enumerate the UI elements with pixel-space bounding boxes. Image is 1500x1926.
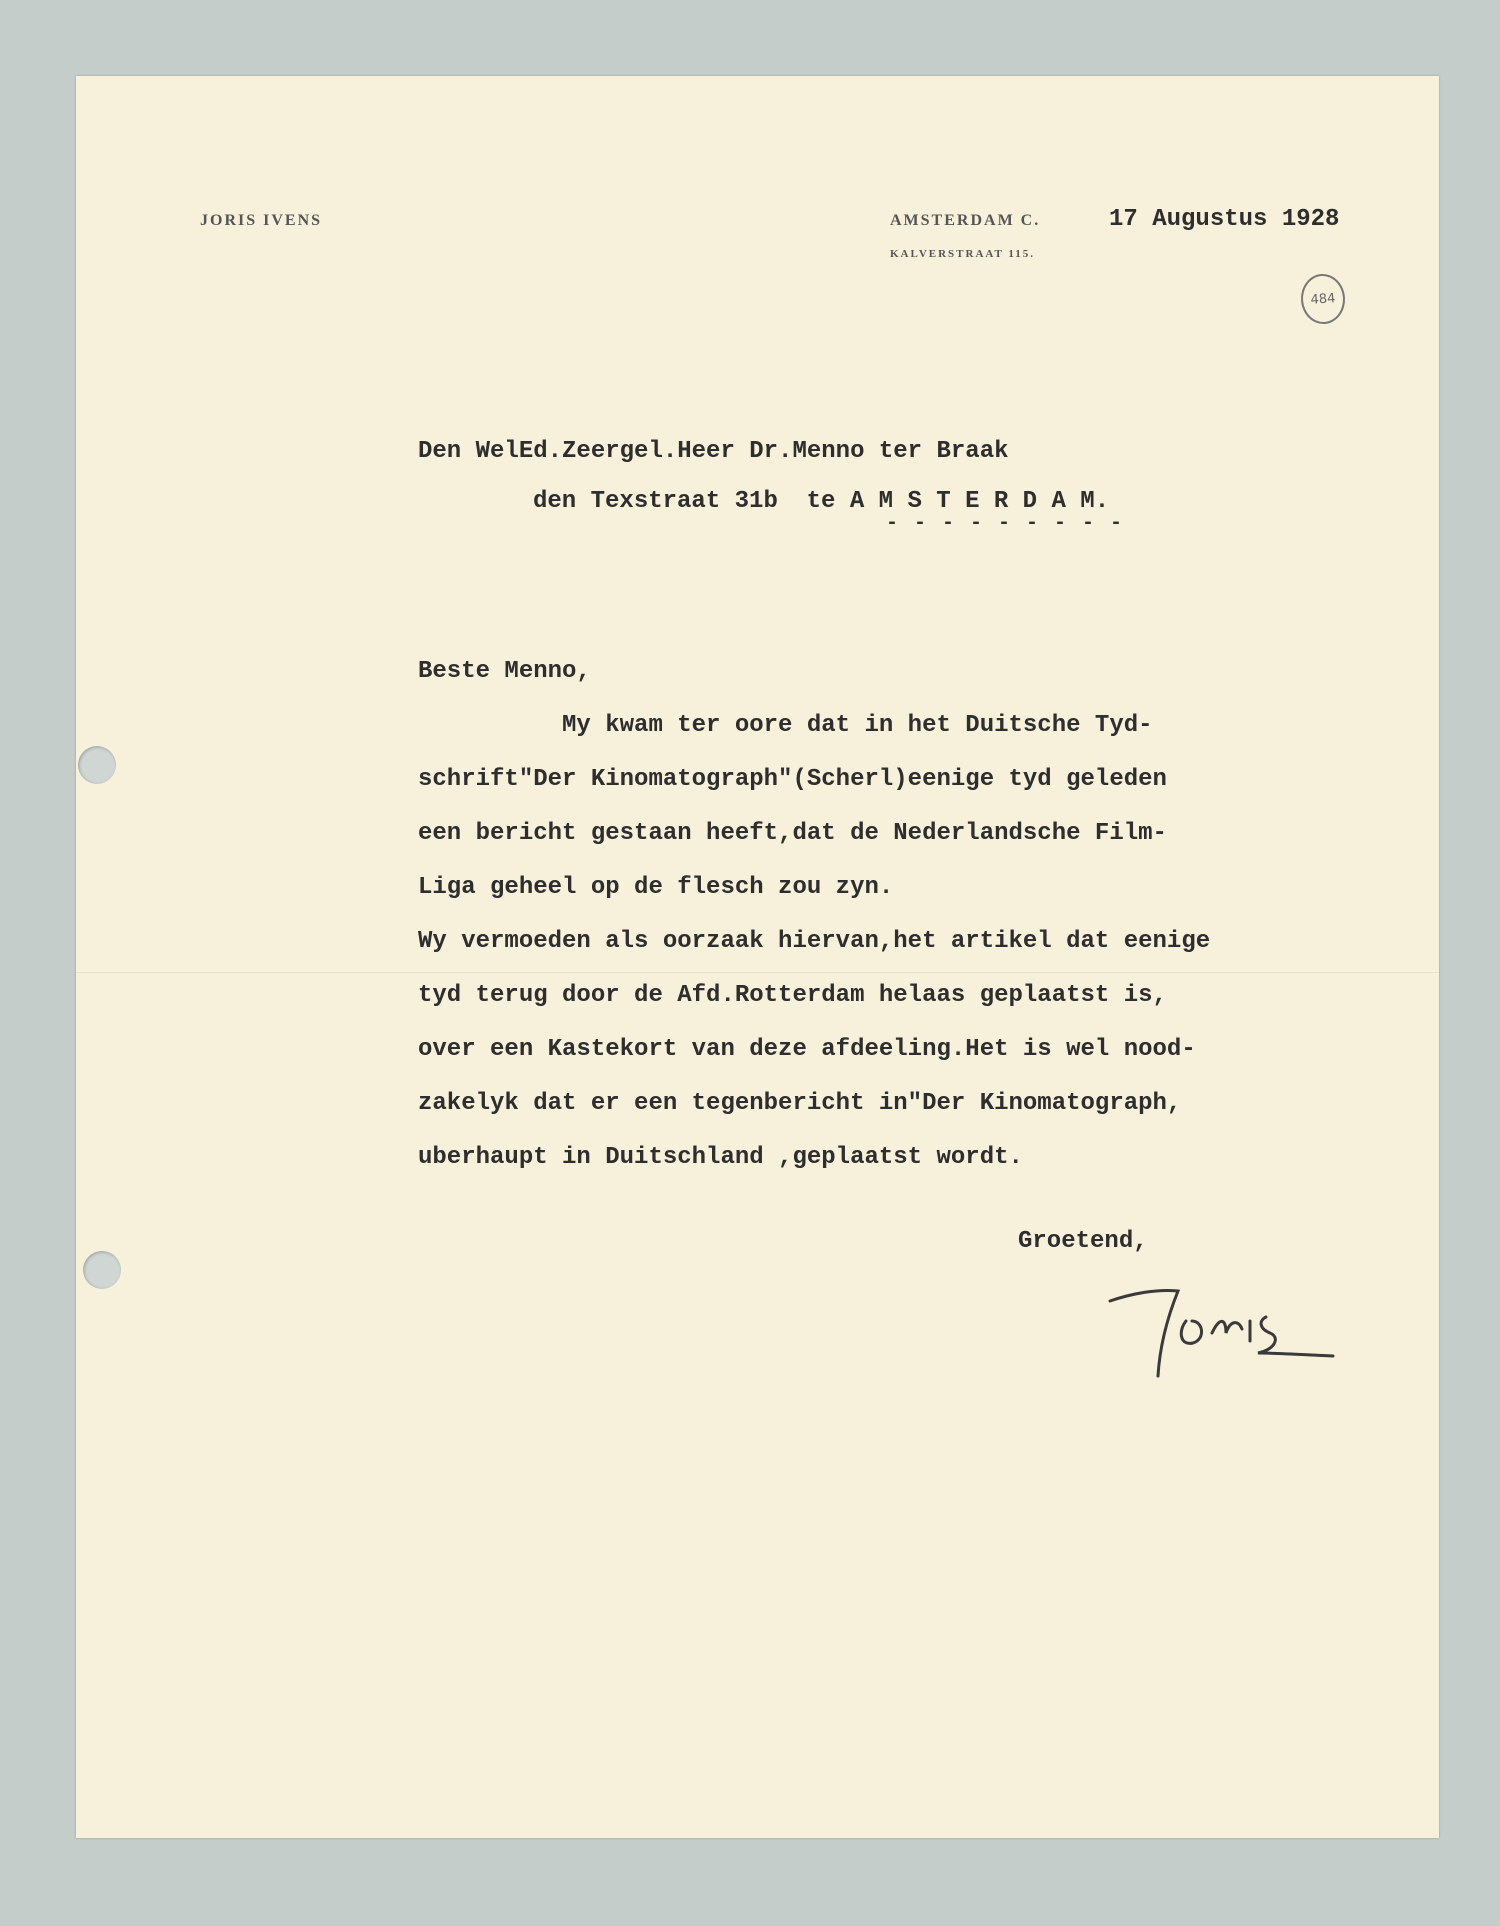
body-line: over een Kastekort van deze afdeeling.Het is wel nood- (418, 1036, 1196, 1063)
body-line: zakelyk dat er een tegenbericht in"Der Kinomatograph, (418, 1090, 1182, 1117)
letterhead-name: JORIS IVENS (200, 212, 323, 229)
closing: Groetend, (1018, 1228, 1148, 1255)
letterhead-street: KALVERSTRAAT 115. (890, 248, 1036, 260)
body-line: Wy vermoeden als oorzaak hiervan,het artikel dat eenige (418, 928, 1211, 955)
body-line: Liga geheel op de flesch zou zyn. (418, 874, 894, 901)
recipient-underline: - - - - - - - - - (886, 512, 1125, 535)
body-line: My kwam ter oore dat in het Duitsche Tyd- (418, 712, 1153, 739)
body-line: uberhaupt in Duitschland ,geplaatst wordt. (418, 1144, 1023, 1171)
recipient-line-1: Den WelEd.Zeergel.Heer Dr.Menno ter Braak (418, 438, 1009, 465)
letterhead-city: AMSTERDAM C. (890, 212, 1041, 229)
recipient-line-2: den Texstraat 31b te A M S T E R D A M. (533, 488, 1110, 515)
punch-hole (83, 1251, 121, 1289)
punch-hole (78, 746, 116, 784)
body-line: tyd terug door de Afd.Rotterdam helaas geplaatst is, (418, 982, 1167, 1009)
letter-date: 17 Augustus 1928 (1109, 206, 1340, 233)
salutation: Beste Menno, (418, 658, 591, 685)
archive-number: 484 (1299, 273, 1346, 326)
paper-fold (76, 972, 1439, 974)
body-line: een bericht gestaan heeft,dat de Nederlandsche Film- (418, 820, 1167, 847)
letter-paper (76, 76, 1439, 1838)
signature (1108, 1271, 1338, 1381)
body-line: schrift"Der Kinomatograph"(Scherl)eenige tyd geleden (418, 766, 1167, 793)
